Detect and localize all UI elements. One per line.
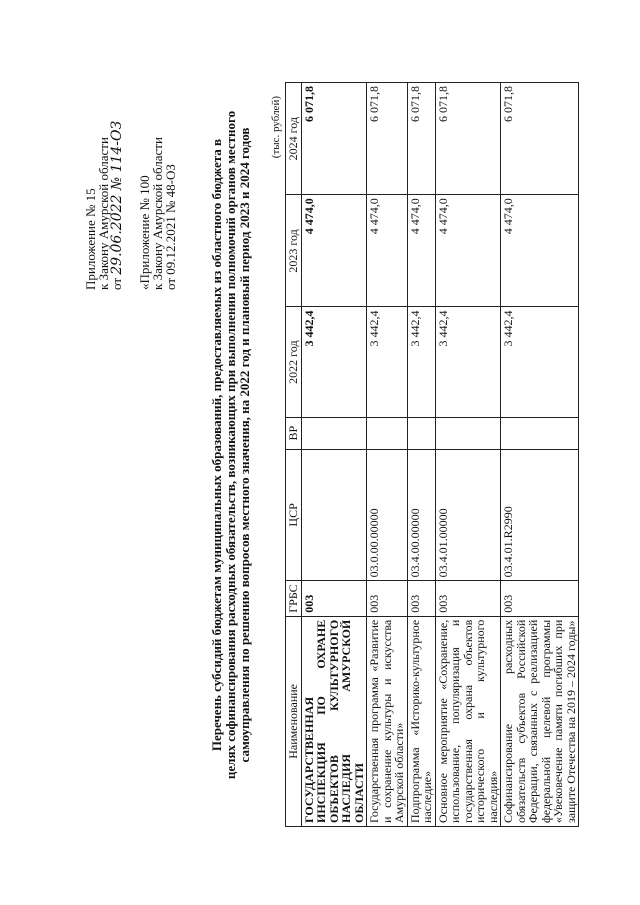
header-2022: 2022 год <box>286 307 302 417</box>
row-vr <box>301 417 367 449</box>
row-2023: 4 474,0 <box>435 195 501 307</box>
row-2023: 4 474,0 <box>367 195 408 307</box>
row-2024: 6 071,8 <box>301 83 367 195</box>
row-csr: 03.4.00.00000 <box>407 449 435 581</box>
row-csr: 03.4.01.R2990 <box>501 449 579 581</box>
appendix-law: к Закону Амурской области <box>96 137 111 290</box>
header-grbs: ГРБС <box>286 581 302 616</box>
row-2022: 3 442,4 <box>501 307 579 417</box>
row-2023: 4 474,0 <box>501 195 579 307</box>
title-line-1: Перечень субсидий бюджетам муниципальных образований, предоставляемых из областного бюджета в <box>209 138 224 752</box>
row-2024: 6 071,8 <box>407 83 435 195</box>
prev-appendix-law: к Закону Амурской области <box>150 137 165 290</box>
row-csr: 03.0.00.00000 <box>367 449 408 581</box>
row-vr <box>435 417 501 449</box>
appendix-header <box>84 50 177 290</box>
appendix-date <box>110 50 124 290</box>
header-2023: 2023 год <box>286 195 302 307</box>
prev-appendix-number: «Приложение № 100 <box>137 175 152 290</box>
table-row <box>435 83 501 827</box>
row-2024: 6 071,8 <box>501 83 579 195</box>
header-2024: 2024 год <box>286 83 302 195</box>
row-grbs: 003 <box>301 581 367 616</box>
row-vr <box>407 417 435 449</box>
date-prefix: от <box>109 277 124 290</box>
header-vr: ВР <box>286 417 302 449</box>
row-2022: 3 442,4 <box>407 307 435 417</box>
handwritten-date: 29.06.2022 № 114-ОЗ <box>109 120 125 275</box>
row-2023: 4 474,0 <box>407 195 435 307</box>
document-title <box>210 80 252 810</box>
table-row <box>367 83 408 827</box>
row-csr <box>301 449 367 581</box>
row-grbs: 003 <box>435 581 501 616</box>
header-name: Наименование <box>286 616 302 826</box>
table-row <box>407 83 435 827</box>
row-vr <box>501 417 579 449</box>
row-2022: 3 442,4 <box>301 307 367 417</box>
table-row <box>301 83 367 827</box>
row-2022: 3 442,4 <box>435 307 501 417</box>
title-line-2: целях софинансирования расходных обязательств, возникающих при выполнении полномочий органов местного <box>223 110 238 780</box>
units-label: (тыс. рублей) <box>270 96 282 159</box>
row-csr: 03.4.01.00000 <box>435 449 501 581</box>
table-row <box>501 83 579 827</box>
row-grbs: 003 <box>501 581 579 616</box>
row-2022: 3 442,4 <box>367 307 408 417</box>
row-2024: 6 071,8 <box>435 83 501 195</box>
row-grbs: 003 <box>407 581 435 616</box>
row-2023: 4 474,0 <box>301 195 367 307</box>
row-2024: 6 071,8 <box>367 83 408 195</box>
row-name: ГОСУДАРСТВЕННАЯ ИНСПЕКЦИЯ ПО ОХРАНЕ ОБЪЕКТОВ КУЛЬТУРНОГО НАСЛЕДИЯ АМУРСКОЙ ОБЛАСТИ <box>301 616 367 826</box>
row-vr <box>367 417 408 449</box>
row-name: Государственная программа «Развитие и сохранение культуры и искусства Амурской области» <box>367 616 408 826</box>
row-name: Подпрограмма «Историко-культурное наследие» <box>407 616 435 826</box>
table-header-row <box>286 83 302 827</box>
title-line-3: самоуправления по решению вопросов местного значения, на 2022 год и плановый период 2023 и 2024 годов <box>237 127 252 763</box>
header-csr: ЦСР <box>286 449 302 581</box>
appendix-number: Приложение № 15 <box>83 188 98 290</box>
row-grbs: 003 <box>367 581 408 616</box>
row-name: Основное мероприятие «Сохранение, использование, популяризация и государственная охрана объектов исторического и культурного наследия» <box>435 616 501 826</box>
prev-appendix-date: от 09.12.2021 № 48-ОЗ <box>163 164 178 290</box>
subsidy-table <box>285 82 579 827</box>
row-name: Софинансирование расходных обязательств субъектов Российской Федерации, связанных с реализацией федеральной целевой программы «Увековечение памяти погибших при защите Отечества на 2019 – 2024 годы» <box>501 616 579 826</box>
